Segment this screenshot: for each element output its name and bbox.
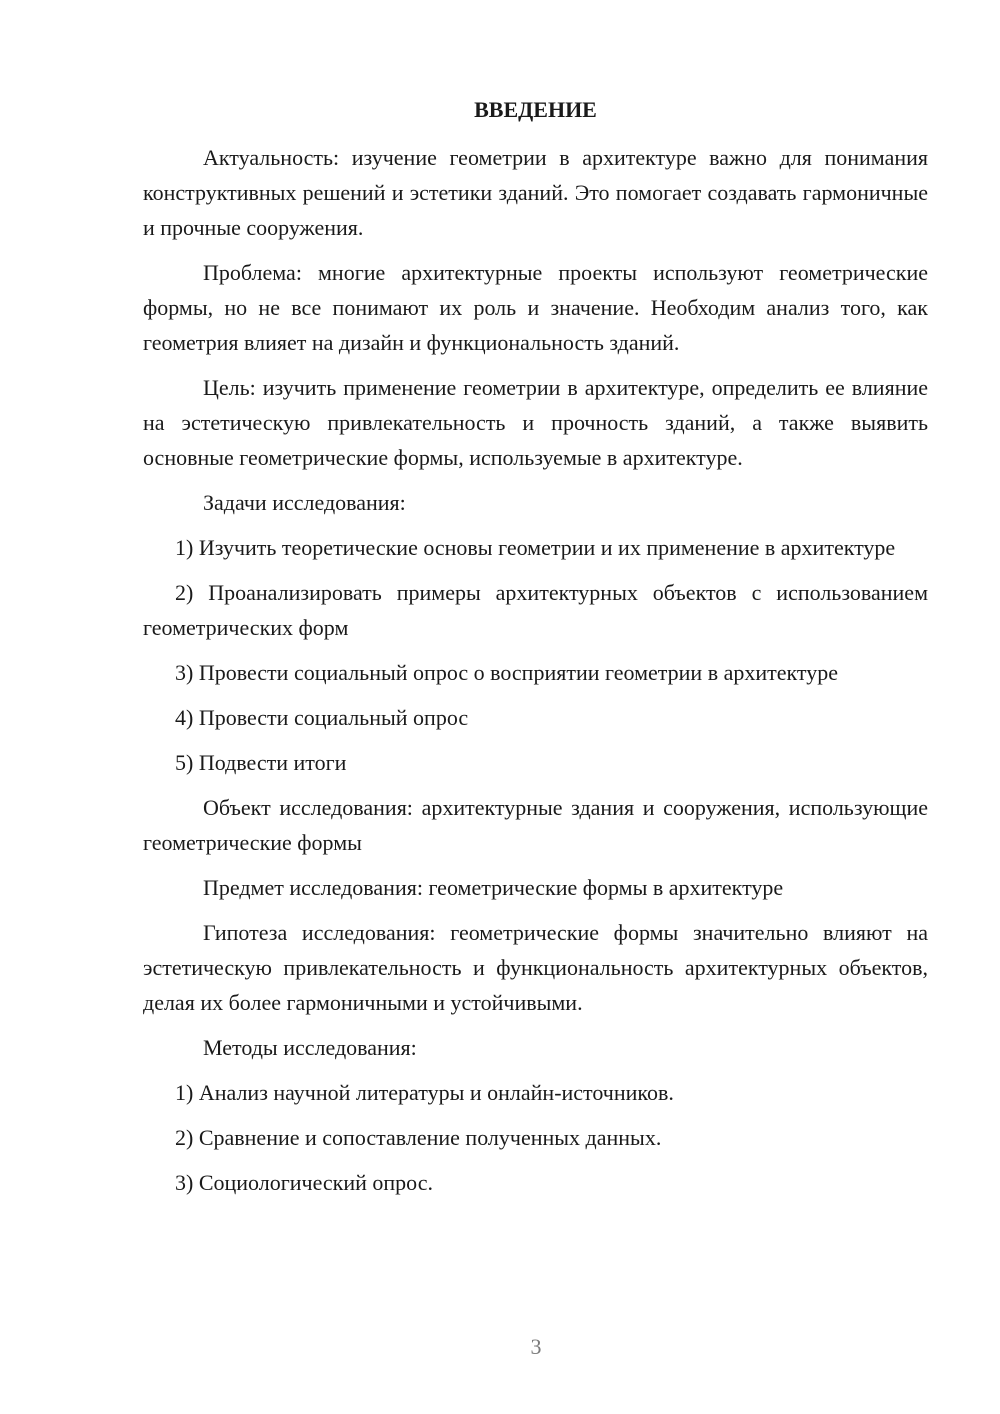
document-page (143, 92, 928, 1210)
paragraph-problem: Проблема: многие архитектурные проекты используют геометрические формы, но не все понимают их роль и значение. Необходим анализ того, как геометрия влияет на дизайн и функциональность зданий. (143, 260, 928, 355)
paragraph-object: Объект исследования: архитектурные здания и сооружения, использующие геометрические формы (143, 795, 928, 855)
task-item-1: 1) Изучить теоретические основы геометрии и их применение в архитектуре (175, 535, 896, 560)
paragraph-hypothesis: Гипотеза исследования: геометрические формы значительно влияют на эстетическую привлекательность и функциональность архитектурных объектов, делая их более гармоничными и устойчивыми. (143, 920, 928, 1015)
section-title: ВВЕДЕНИЕ (474, 97, 597, 122)
methods-heading: Методы исследования: (203, 1035, 417, 1060)
tasks-heading: Задачи исследования: (203, 490, 406, 515)
method-item-3: 3) Социологический опрос. (175, 1170, 433, 1195)
task-item-4: 4) Провести социальный опрос (175, 705, 469, 730)
task-item-3: 3) Провести социальный опрос о восприятии геометрии в архитектуре (175, 660, 838, 685)
method-item-1: 1) Анализ научной литературы и онлайн-источников. (175, 1080, 674, 1105)
method-item-2: 2) Сравнение и сопоставление полученных данных. (175, 1125, 662, 1150)
page-number: 3 (530, 1334, 542, 1359)
task-item-5: 5) Подвести итоги (175, 750, 347, 775)
paragraph-goal: Цель: изучить применение геометрии в архитектуре, определить ее влияние на эстетическую привлекательность и прочность зданий, а также выявить основные геометрические формы, используемые в архитектуре. (143, 375, 928, 470)
task-item-2: 2) Проанализировать примеры архитектурных объектов с использованием геометрических форм (143, 580, 928, 640)
paragraph-relevance: Актуальность: изучение геометрии в архитектуре важно для понимания конструктивных решений и эстетики зданий. Это помогает создавать гармоничные и прочные сооружения. (143, 145, 928, 240)
paragraph-subject: Предмет исследования: геометрические формы в архитектуре (203, 875, 784, 900)
